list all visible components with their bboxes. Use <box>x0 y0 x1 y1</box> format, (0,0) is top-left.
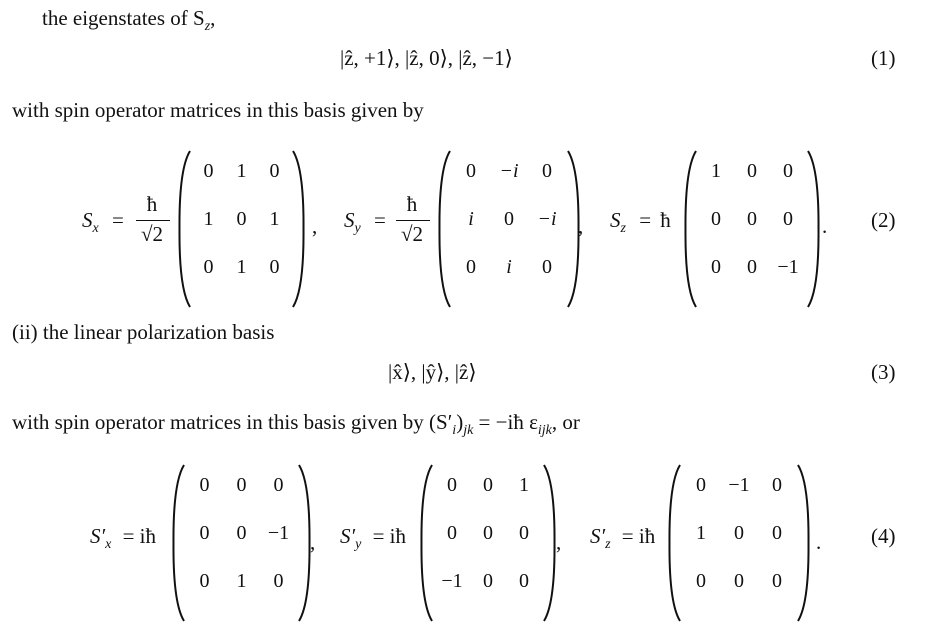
matrix-cell: 0 <box>236 522 247 544</box>
matrix-cell: 0 <box>747 160 757 182</box>
eq2-sz-matrix <box>684 152 820 306</box>
eq3-number: (3) <box>871 360 896 384</box>
matrix-cell: −1 <box>441 570 463 592</box>
eq4-sx-matrix <box>172 466 311 620</box>
text-linear-basis: (ii) the linear polarization basis <box>12 320 275 344</box>
matrix-cell: 0 <box>199 570 210 592</box>
matrix-cell: 0 <box>199 522 210 544</box>
eq2-sy-sqrt2: √2 <box>400 222 424 246</box>
matrix-cell: 0 <box>466 256 476 278</box>
eq4-sx-label: $S'_x$ = iħ <box>90 524 156 553</box>
matrix-cell: i <box>506 256 512 278</box>
eq2-comma-1: , <box>312 214 318 238</box>
eq4-comma-2: , <box>556 530 562 554</box>
matrix-cell: 0 <box>747 256 757 278</box>
matrix-cell: 1 <box>711 160 721 182</box>
matrix-cell: −i <box>537 208 557 230</box>
matrix-cell: 1 <box>236 256 247 278</box>
matrix-cell: 0 <box>783 160 793 182</box>
matrix-cell: 0 <box>711 208 721 230</box>
matrix-cell: −1 <box>267 522 290 544</box>
eq2-sy-label: $S_y$ = <box>344 208 386 237</box>
matrix-cell: 0 <box>696 474 706 496</box>
eq2-period: . <box>822 214 828 238</box>
eq4-period: . <box>816 530 822 554</box>
matrix-cell: 1 <box>269 208 280 230</box>
eq1-number: (1) <box>871 46 896 70</box>
matrix-cell: 1 <box>519 474 529 496</box>
matrix-cell: −i <box>499 160 519 182</box>
eq2-sx-hbar: ħ <box>146 192 158 216</box>
matrix-cell: 0 <box>273 570 284 592</box>
matrix-cell: 0 <box>504 208 514 230</box>
matrix-cell: 0 <box>734 570 744 592</box>
matrix-cell: 1 <box>236 570 247 592</box>
matrix-cell: 0 <box>772 570 782 592</box>
matrix-cell: 1 <box>236 160 247 182</box>
matrix-cell: 0 <box>269 160 280 182</box>
matrix-cell: 0 <box>199 474 210 496</box>
matrix-cell: 0 <box>747 208 757 230</box>
matrix-cell: 0 <box>734 522 744 544</box>
eq3-kets: |x̂⟩, |ŷ⟩, |ẑ⟩ <box>388 360 477 384</box>
eq1-kets: |ẑ, +1⟩, |ẑ, 0⟩, |ẑ, −1⟩ <box>340 46 513 70</box>
matrix-cell: 0 <box>483 570 493 592</box>
matrix-cell: 0 <box>236 474 247 496</box>
matrix-cell: 0 <box>203 160 214 182</box>
eq2-sz-label: $S_z$ = ħ <box>610 208 671 237</box>
eq2-comma-2: , <box>578 214 584 238</box>
matrix-cell: 0 <box>269 256 280 278</box>
eq2-sx-sqrt2: √2 <box>140 222 164 246</box>
matrix-cell: 0 <box>203 256 214 278</box>
matrix-cell: 0 <box>711 256 721 278</box>
eq2-sx-matrix <box>178 152 305 306</box>
eq2-sx-label: $S_x$ = <box>82 208 124 237</box>
matrix-cell: 0 <box>447 522 457 544</box>
matrix-cell: 0 <box>696 570 706 592</box>
matrix-cell: 0 <box>466 160 476 182</box>
matrix-cell: 0 <box>519 570 529 592</box>
eq2-sy-matrix <box>438 152 580 306</box>
eq4-sy-label: $S'_y$ = iħ <box>340 524 406 553</box>
eq2-number: (2) <box>871 208 896 232</box>
matrix-cell: −1 <box>728 474 750 496</box>
matrix-cell: 1 <box>696 522 706 544</box>
eq4-sz-label: $S'_z$ = iħ <box>590 524 656 553</box>
matrix-cell: 0 <box>273 474 284 496</box>
intro-text: the eigenstates of $S_z$, <box>42 6 216 35</box>
matrix-cell: 0 <box>483 474 493 496</box>
matrix-cell: 0 <box>542 256 552 278</box>
eq2-sy-hbar: ħ <box>406 192 418 216</box>
matrix-cell: 0 <box>236 208 247 230</box>
matrix-cell: 0 <box>772 474 782 496</box>
matrix-cell: 0 <box>447 474 457 496</box>
matrix-cell: 0 <box>783 208 793 230</box>
matrix-cell: 1 <box>203 208 214 230</box>
text-spin-basis: with spin operator matrices in this basis given by <box>12 98 424 122</box>
eq4-sz-matrix <box>668 466 810 620</box>
matrix-cell: 0 <box>542 160 552 182</box>
eq4-number: (4) <box>871 524 896 548</box>
matrix-cell: 0 <box>772 522 782 544</box>
matrix-cell: 0 <box>483 522 493 544</box>
matrix-cell: 0 <box>519 522 529 544</box>
matrix-cell: i <box>468 208 474 230</box>
eq4-sy-matrix <box>420 466 556 620</box>
matrix-cell: −1 <box>777 256 799 278</box>
eq4-comma-1: , <box>310 530 316 554</box>
text-levi-civita: with spin operator matrices in this basis given by $(S'_i)_{jk}$ = −iħ $\varepsilon_{ijk}$, or <box>12 410 580 439</box>
